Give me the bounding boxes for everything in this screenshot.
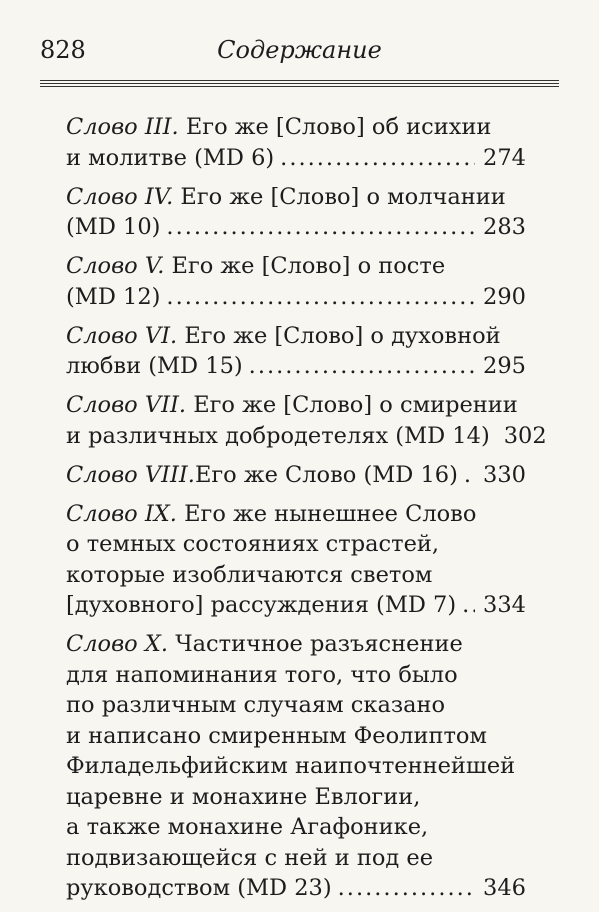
- toc-entry[interactable]: [66, 390, 547, 451]
- toc-entry-text: Частичное разъяснение: [175, 631, 463, 657]
- toc-page-number: 295: [483, 353, 526, 379]
- toc-entry-line: [66, 321, 526, 352]
- toc-page-number: 330: [483, 461, 526, 488]
- toc-entry-line: [66, 843, 526, 874]
- running-header: [40, 34, 559, 74]
- toc-entry-label: Слово VII.: [66, 392, 187, 418]
- toc-entry-label: Слово V.: [66, 253, 165, 279]
- toc-entry[interactable]: [66, 460, 526, 491]
- toc-page-number: 346: [483, 875, 526, 901]
- toc-entry-last-line: [66, 421, 547, 452]
- toc-entry-text: а также монахине Агафонике,: [66, 814, 429, 840]
- toc-page-number: 290: [483, 283, 526, 310]
- dot-leader: [249, 351, 475, 382]
- toc-entry-last-line: [66, 590, 526, 621]
- toc-entry-line: [66, 499, 526, 530]
- toc-entry-text: и различных добродетелях (MD 14): [66, 422, 490, 449]
- header-rule: [40, 80, 559, 87]
- toc-entry-text: которые изобличаются светом: [66, 561, 433, 588]
- toc-entry-text: о темных состояниях страстей,: [66, 531, 440, 557]
- toc-entry-last-line: [66, 143, 526, 174]
- toc-entry-last-line: [66, 873, 526, 904]
- toc-entry-text: [духовного] рассуждения (MD 7): [66, 592, 457, 618]
- toc-entry-text: Его же [Слово] о духовной: [184, 322, 501, 349]
- dot-leader: [462, 590, 475, 621]
- toc-entry-line: [66, 560, 526, 591]
- running-title: Содержание: [217, 36, 382, 64]
- toc-entry-line: [66, 529, 526, 560]
- toc-entry-text: подвизающейся с ней и под ее: [66, 844, 434, 871]
- dot-leader: [338, 873, 475, 904]
- toc-entry-line: [66, 182, 526, 213]
- dot-leader: [464, 460, 475, 491]
- toc-entry-label: Слово VIII.: [66, 461, 195, 488]
- toc-entry-line: [66, 812, 526, 843]
- toc-entry-text: царевне и монахине Евлогии,: [66, 783, 421, 810]
- toc-entry-text: и молитве (MD 6): [66, 144, 275, 171]
- toc-entry-text: любви (MD 15): [66, 353, 243, 379]
- toc-entry-label: Слово IX.: [66, 500, 177, 527]
- toc-entry[interactable]: [66, 321, 526, 382]
- toc-entry[interactable]: [66, 251, 526, 312]
- toc-entry-text: Филадельфийским наипочтеннейшей: [66, 753, 516, 779]
- toc-entry-last-line: [66, 212, 526, 243]
- toc-entry-text: руководством (MD 23): [66, 875, 332, 901]
- toc-page-number: 334: [483, 592, 526, 618]
- dot-leader: [280, 143, 475, 174]
- toc-entry-last-line: [66, 282, 526, 313]
- toc-entry-label: Слово VI.: [66, 322, 178, 349]
- toc-entry-last-line: [66, 351, 526, 382]
- toc-entry-text: Его же [Слово] о молчании: [180, 183, 506, 210]
- toc-entry-text: Его же [Слово] о посте: [171, 253, 446, 279]
- page-number: 828: [40, 36, 86, 64]
- toc-entry[interactable]: [66, 629, 526, 904]
- toc-entry-text: (MD 10): [66, 214, 161, 240]
- toc-entry-text: Его же Слово (MD 16): [194, 461, 458, 488]
- toc-entry-line: [66, 782, 526, 813]
- toc-entry-line: [66, 690, 526, 721]
- toc-entry-label: Слово III.: [66, 114, 179, 140]
- toc-entry[interactable]: [66, 499, 526, 621]
- toc-entry-last-line: [66, 460, 526, 491]
- toc-entry-text: по различным случаям сказано: [66, 692, 446, 718]
- toc-entry-line: [66, 629, 526, 660]
- toc-entry-line: [66, 721, 526, 752]
- toc-entry[interactable]: [66, 112, 526, 173]
- toc-page-number: 283: [483, 214, 526, 240]
- toc-entry-text: и написано смиренным Феолиптом: [66, 722, 487, 749]
- toc-page-number: 274: [483, 144, 526, 171]
- toc-entry-line: [66, 390, 526, 421]
- toc-entry-text: для напоминания того, что было: [66, 661, 458, 688]
- toc-entry-line: [66, 751, 526, 782]
- toc-page-number: 302: [503, 422, 547, 449]
- toc-entry-text: Его же нынешнее Слово: [184, 500, 477, 527]
- toc-entry-text: (MD 12): [66, 283, 161, 310]
- toc-entry-line: [66, 112, 526, 143]
- toc-entry-line: [66, 660, 526, 691]
- toc-entry-label: Слово X.: [66, 631, 169, 657]
- toc-entry-text: Его же [Слово] об исихии: [185, 114, 492, 140]
- dot-leader: [166, 282, 475, 313]
- table-of-contents: [66, 112, 547, 912]
- dot-leader: [166, 212, 475, 243]
- toc-entry-line: [66, 251, 526, 282]
- toc-entry-label: Слово IV.: [66, 183, 174, 210]
- toc-entry-text: Его же [Слово] о смирении: [193, 392, 518, 418]
- toc-entry[interactable]: [66, 182, 526, 243]
